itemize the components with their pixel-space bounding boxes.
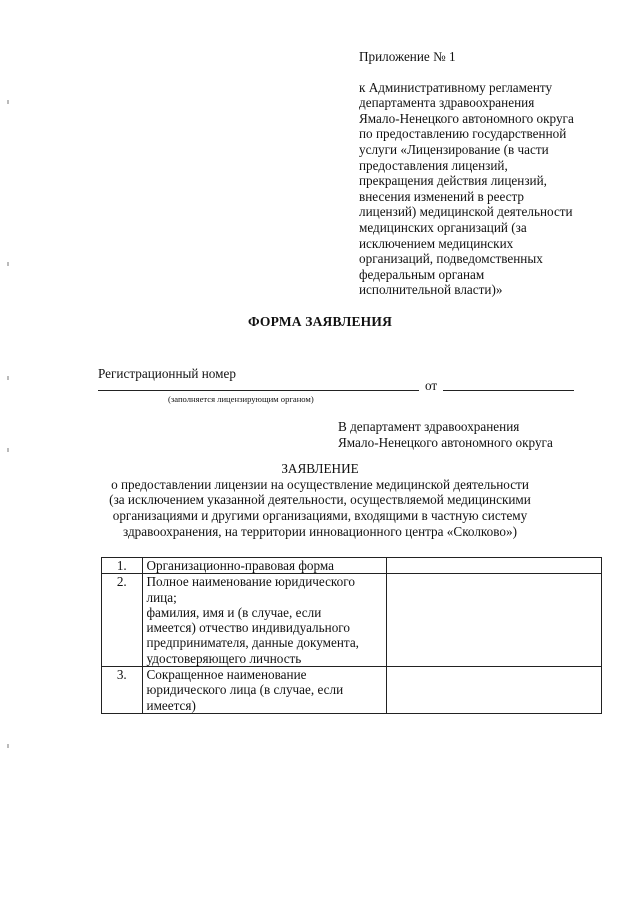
appendix-line: услуги «Лицензирование (в части — [359, 141, 549, 157]
row-number: 2. — [102, 574, 143, 667]
form-title: ФОРМА ЗАЯВЛЕНИЯ — [247, 314, 393, 329]
addressee-line: В департамент здравоохранения — [338, 419, 520, 434]
addressee-block — [338, 419, 553, 451]
registration-label: Регистрационный номер — [98, 366, 236, 381]
appendix-text — [359, 80, 619, 298]
row-value-field[interactable] — [386, 574, 601, 667]
statement-title: ЗАЯВЛЕНИЕ — [281, 461, 359, 476]
row-label — [142, 574, 386, 667]
row-number: 3. — [102, 667, 143, 714]
scan-edge-mark — [7, 100, 9, 104]
appendix-line: организаций, подведомственных — [359, 251, 543, 267]
appendix-line: исключением медицинских — [359, 235, 514, 251]
row-label — [142, 667, 386, 714]
scan-edge-mark — [7, 744, 9, 748]
row-label-line: Сокращенное наименование — [146, 667, 307, 683]
row-value-field[interactable] — [386, 667, 601, 714]
scan-edge-mark — [7, 376, 9, 380]
registration-note: (заполняется лицензирующим органом) — [168, 394, 314, 404]
appendix-line: исполнительной власти)» — [359, 282, 503, 298]
addressee-line: Ямало-Ненецкого автономного округа — [338, 435, 553, 450]
statement-line: о предоставлении лицензии на осуществление медицинской деятельности — [111, 476, 529, 492]
row-label-line: имеется) — [146, 697, 196, 713]
row-label-line: имеется) отчество индивидуального — [146, 620, 350, 636]
appendix-line: предоставления лицензий, — [359, 157, 508, 173]
row-number: 1. — [102, 558, 143, 574]
appendix-line: федеральным органам — [359, 266, 485, 282]
appendix-line: департамента здравоохранения — [359, 95, 535, 111]
scan-edge-mark — [7, 262, 9, 266]
row-label-line: предпринимателя, данные документа, — [146, 635, 359, 651]
registration-date-field[interactable] — [443, 390, 574, 391]
registration-from-label: от — [425, 378, 438, 393]
appendix-line: Ямало-Ненецкого автономного округа — [359, 110, 574, 126]
row-label-line: фамилия, имя и (в случае, если — [146, 604, 322, 620]
appendix-line: к Административному регламенту — [359, 79, 553, 95]
appendix-line: по предоставлению государственной — [359, 126, 567, 142]
row-label — [142, 558, 386, 574]
appendix-block — [359, 49, 619, 298]
appendix-line: лицензий) медицинской деятельности — [359, 204, 573, 220]
table-row — [102, 574, 602, 667]
appendix-line: прекращения действия лицензий, — [359, 173, 547, 189]
table-row — [102, 558, 602, 574]
statement-line: организациями и другими организациями, входящими в частную систему — [112, 508, 528, 524]
row-label-line: удостоверяющего личность — [146, 650, 302, 666]
statement-line: (за исключением указанной деятельности, осуществляемой медицинскими — [109, 492, 531, 508]
statement-block — [0, 461, 640, 540]
row-label-line: Полное наименование юридического — [146, 574, 355, 590]
row-value-field[interactable] — [386, 558, 601, 574]
application-table — [101, 557, 602, 714]
appendix-line: медицинских организаций (за — [359, 219, 527, 235]
statement-line: здравоохранения, на территории инновационного центра «Сколково») — [123, 523, 517, 539]
table-row — [102, 667, 602, 714]
row-label-line: лица; — [146, 589, 177, 605]
row-label-line: юридического лица (в случае, если — [146, 682, 344, 698]
scan-edge-mark — [7, 448, 9, 452]
appendix-line: внесения изменений в реестр — [359, 188, 524, 204]
row-label-line: Организационно-правовая форма — [146, 558, 335, 573]
appendix-number: Приложение № 1 — [359, 49, 456, 64]
registration-number-field[interactable] — [98, 390, 419, 391]
